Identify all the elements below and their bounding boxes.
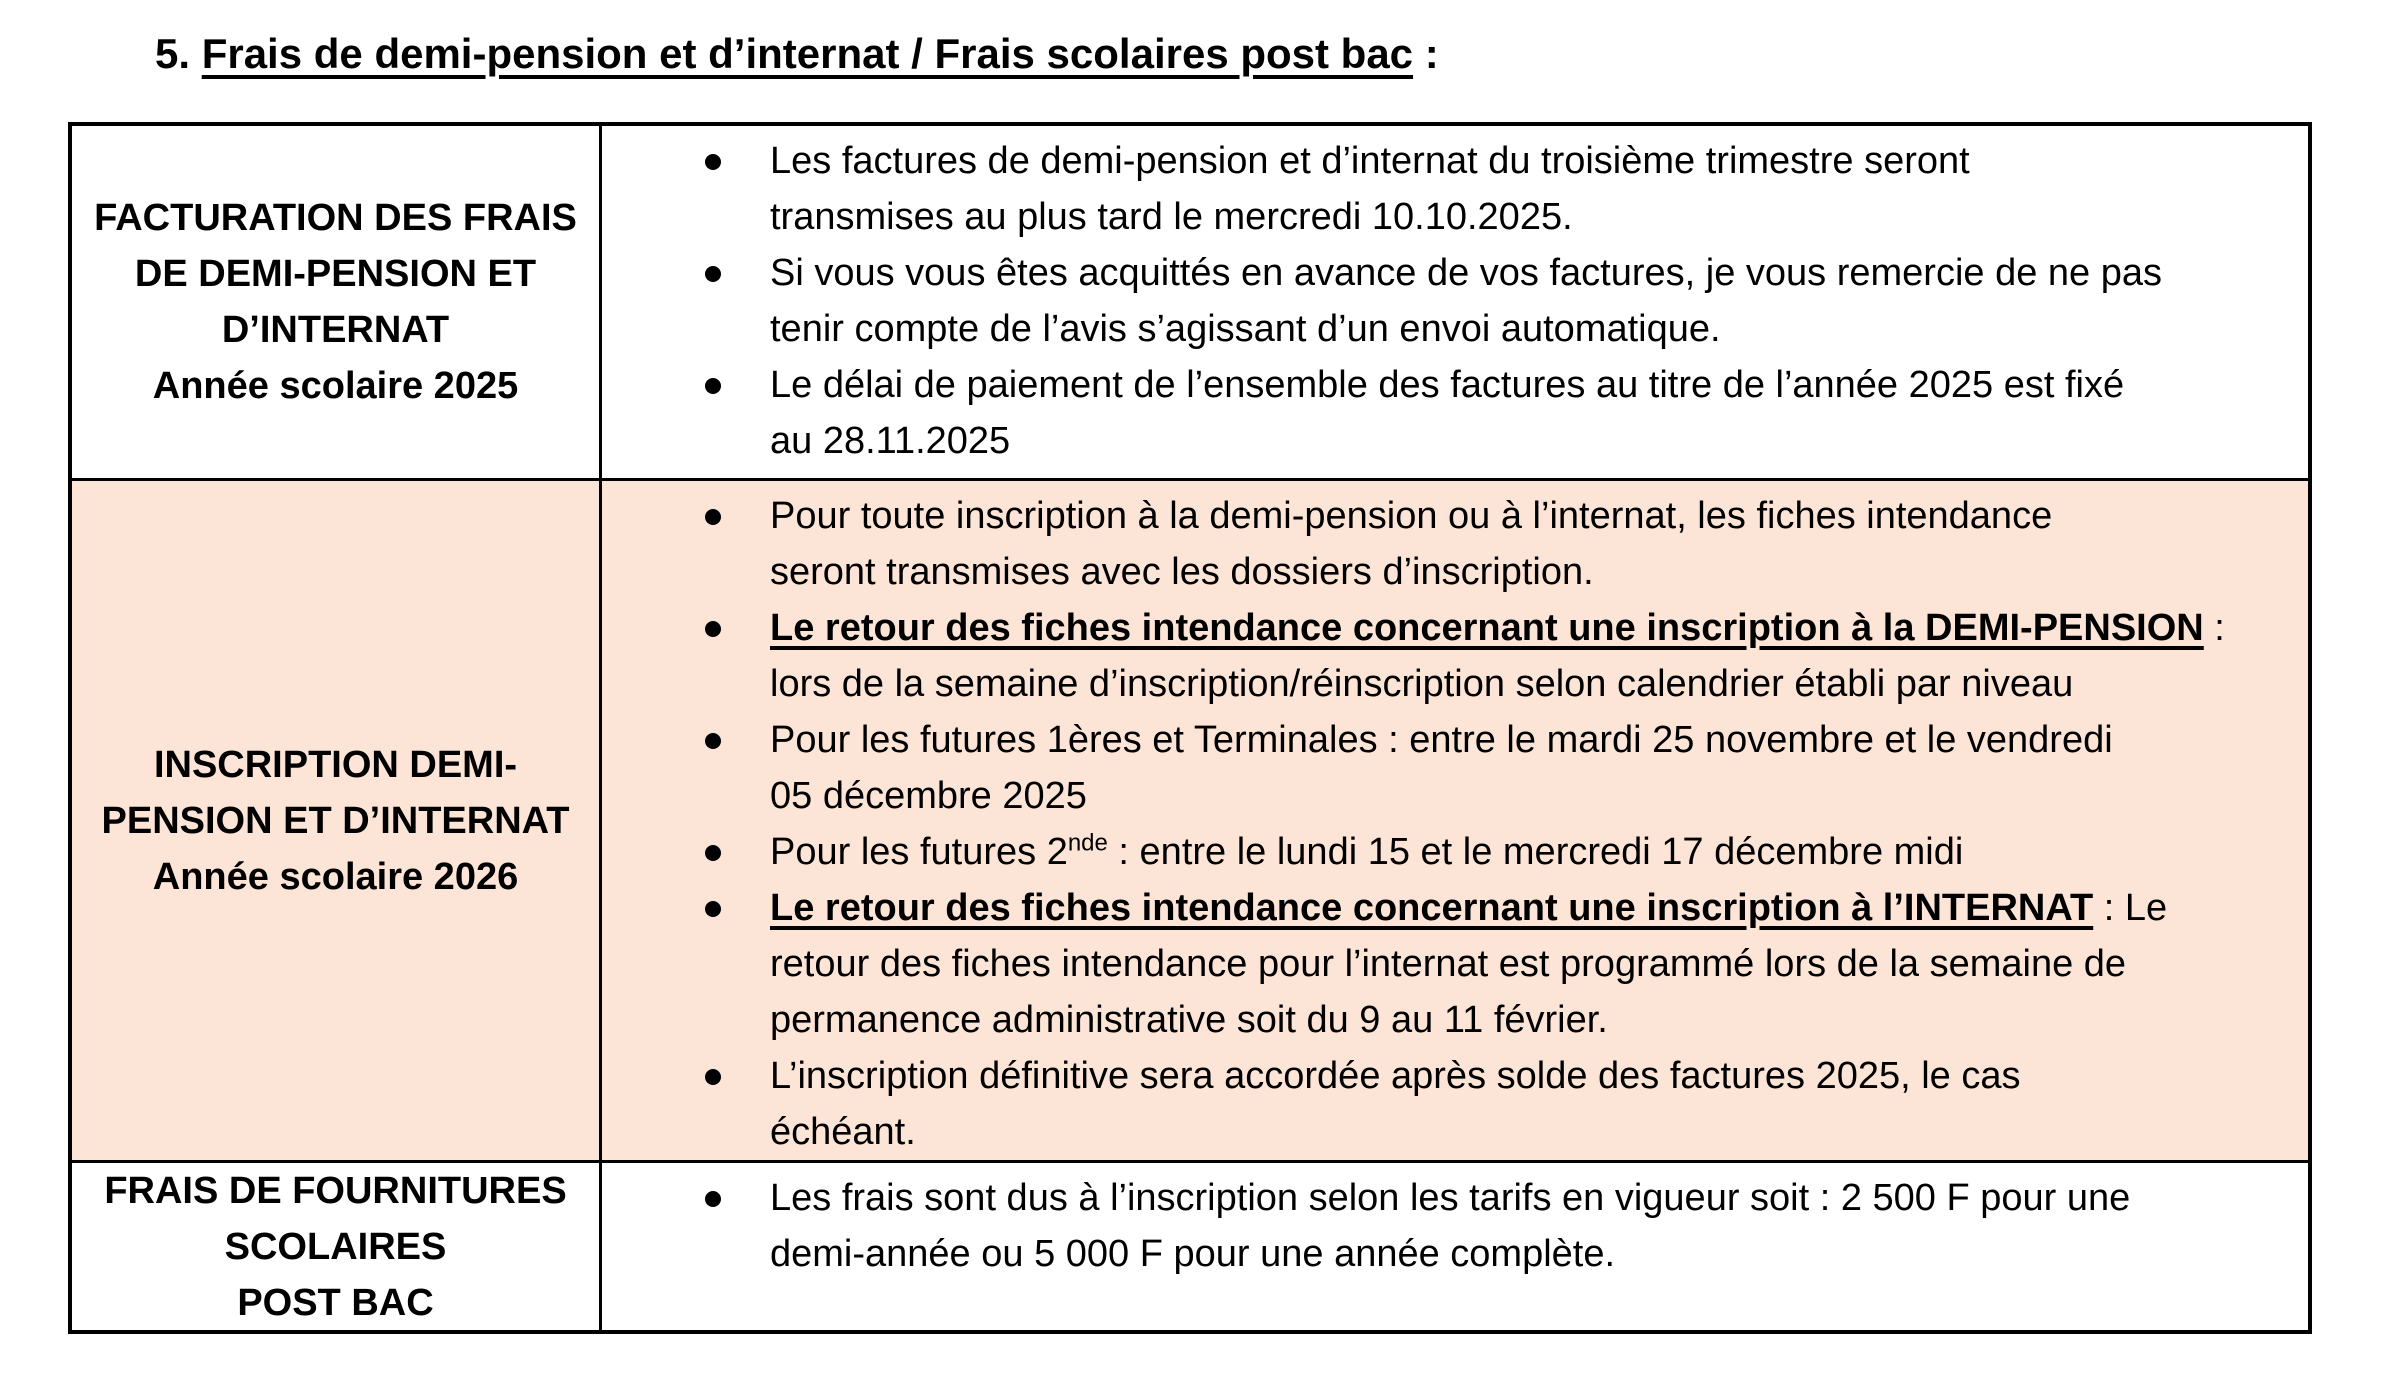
text-segment: Le retour des fiches intendance concernant une inscription à l’INTERNAT [770,887,2094,929]
text-segment: Frais de demi-pension et d’internat / Frais scolaires post bac [201,30,1414,77]
row-header-cell [72,481,602,1160]
row-header-line: INSCRIPTION DEMI- [153,743,518,786]
text-line [770,301,2292,357]
text-segment: Pour les futures 1ères et Terminales : entre le mardi 25 novembre et le vendredi [770,719,2113,761]
text-line [770,1104,2292,1160]
text-segment: lors de la semaine d’inscription/réinscription selon calendrier établi par niveau [770,663,2074,705]
text-segment: : [2203,607,2225,649]
text-line [770,133,2292,189]
text-segment: Pour toute inscription à la demi-pension ou à l’internat, les fiches intendance [770,495,2053,537]
row-header-cell [72,126,602,478]
text-segment: Les frais sont dus à l’inscription selon les tarifs en vigueur soit : 2 500 F pour une [770,1177,2131,1219]
text-line [770,1170,2292,1226]
fees-table [68,122,2312,1334]
bullet-item [602,712,2292,824]
text-line [770,600,2292,656]
row-header-line: DE DEMI-PENSION ET [134,253,537,295]
row-header-line: Année scolaire 2025 [152,365,519,407]
bullet-item [602,1048,2292,1160]
text-line [770,1048,2292,1104]
text-line [770,189,2292,245]
text-line [770,824,2292,880]
text-segment: au 28.11.2025 [770,420,1011,462]
text-segment: : entre le lundi 15 et le mercredi 17 décembre midi [1107,831,1964,873]
bullet-item [602,133,2292,245]
text-line [770,357,2292,413]
bullet-item [602,880,2292,1048]
row-header-line: D’INTERNAT [221,309,450,351]
text-line [770,712,2292,768]
row-content-cell [602,126,2308,478]
table-row [72,1160,2308,1330]
text-segment: : [1413,30,1439,77]
text-segment: Pour les futures 2 [770,831,1068,873]
row-header-line: PENSION ET D’INTERNAT [101,799,570,842]
text-line [770,544,2292,600]
text-segment: seront transmises avec les dossiers d’inscription. [770,551,1594,593]
text-segment: permanence administrative soit du 9 au 11 février. [770,999,1608,1041]
text-line [770,880,2292,936]
text-segment: Si vous vous êtes acquittés en avance de vos factures, je vous remercie de ne pas [770,252,2162,294]
table-row [72,478,2308,1160]
bullet-item [602,824,2292,880]
bullet-list [602,488,2292,1160]
text-line [770,245,2292,301]
text-segment: 5. [155,30,202,77]
row-header-line: SCOLAIRES [224,1225,447,1268]
text-segment: nde [1067,829,1108,857]
text-segment: tenir compte de l’avis s’agissant d’un envoi automatique. [770,308,1721,350]
bullet-item [602,245,2292,357]
text-segment: transmises au plus tard le mercredi 10.10.2025. [770,196,1573,238]
text-line [770,413,2292,469]
text-segment: : Le [2093,887,2168,929]
row-header-line: FRAIS DE FOURNITURES [104,1169,567,1212]
text-line [770,936,2292,992]
row-header-line: FACTURATION DES FRAIS [94,197,577,239]
bullet-item [602,488,2292,600]
page-title [155,26,1439,82]
bullet-item [602,357,2292,469]
text-line [770,992,2292,1048]
text-line [770,656,2292,712]
row-content-cell [602,481,2308,1160]
row-header-line: POST BAC [237,1281,434,1324]
text-segment: Le retour des fiches intendance concernant une inscription à la DEMI-PENSION [770,607,2204,649]
bullet-list [602,1170,2292,1282]
text-line [770,768,2292,824]
text-segment: L’inscription définitive sera accordée après solde des factures 2025, le cas [770,1055,2021,1097]
row-header-cell [72,1163,602,1330]
text-line [770,488,2292,544]
bullet-item [602,1170,2292,1282]
text-line [770,1226,2292,1282]
text-line [155,26,1439,82]
row-header-line: Année scolaire 2026 [152,855,519,898]
text-segment: Les factures de demi-pension et d’internat du troisième trimestre seront [770,140,1970,182]
table-row [72,126,2308,478]
bullet-item [602,600,2292,712]
text-segment: demi-année ou 5 000 F pour une année complète. [770,1233,1616,1275]
text-segment: 05 décembre 2025 [770,775,1087,817]
bullet-list [602,133,2292,469]
text-segment: retour des fiches intendance pour l’internat est programmé lors de la semaine de [770,943,2127,985]
row-content-cell [602,1163,2308,1330]
text-segment: Le délai de paiement de l’ensemble des factures au titre de l’année 2025 est fixé [770,364,2125,406]
text-segment: échéant. [770,1111,916,1153]
